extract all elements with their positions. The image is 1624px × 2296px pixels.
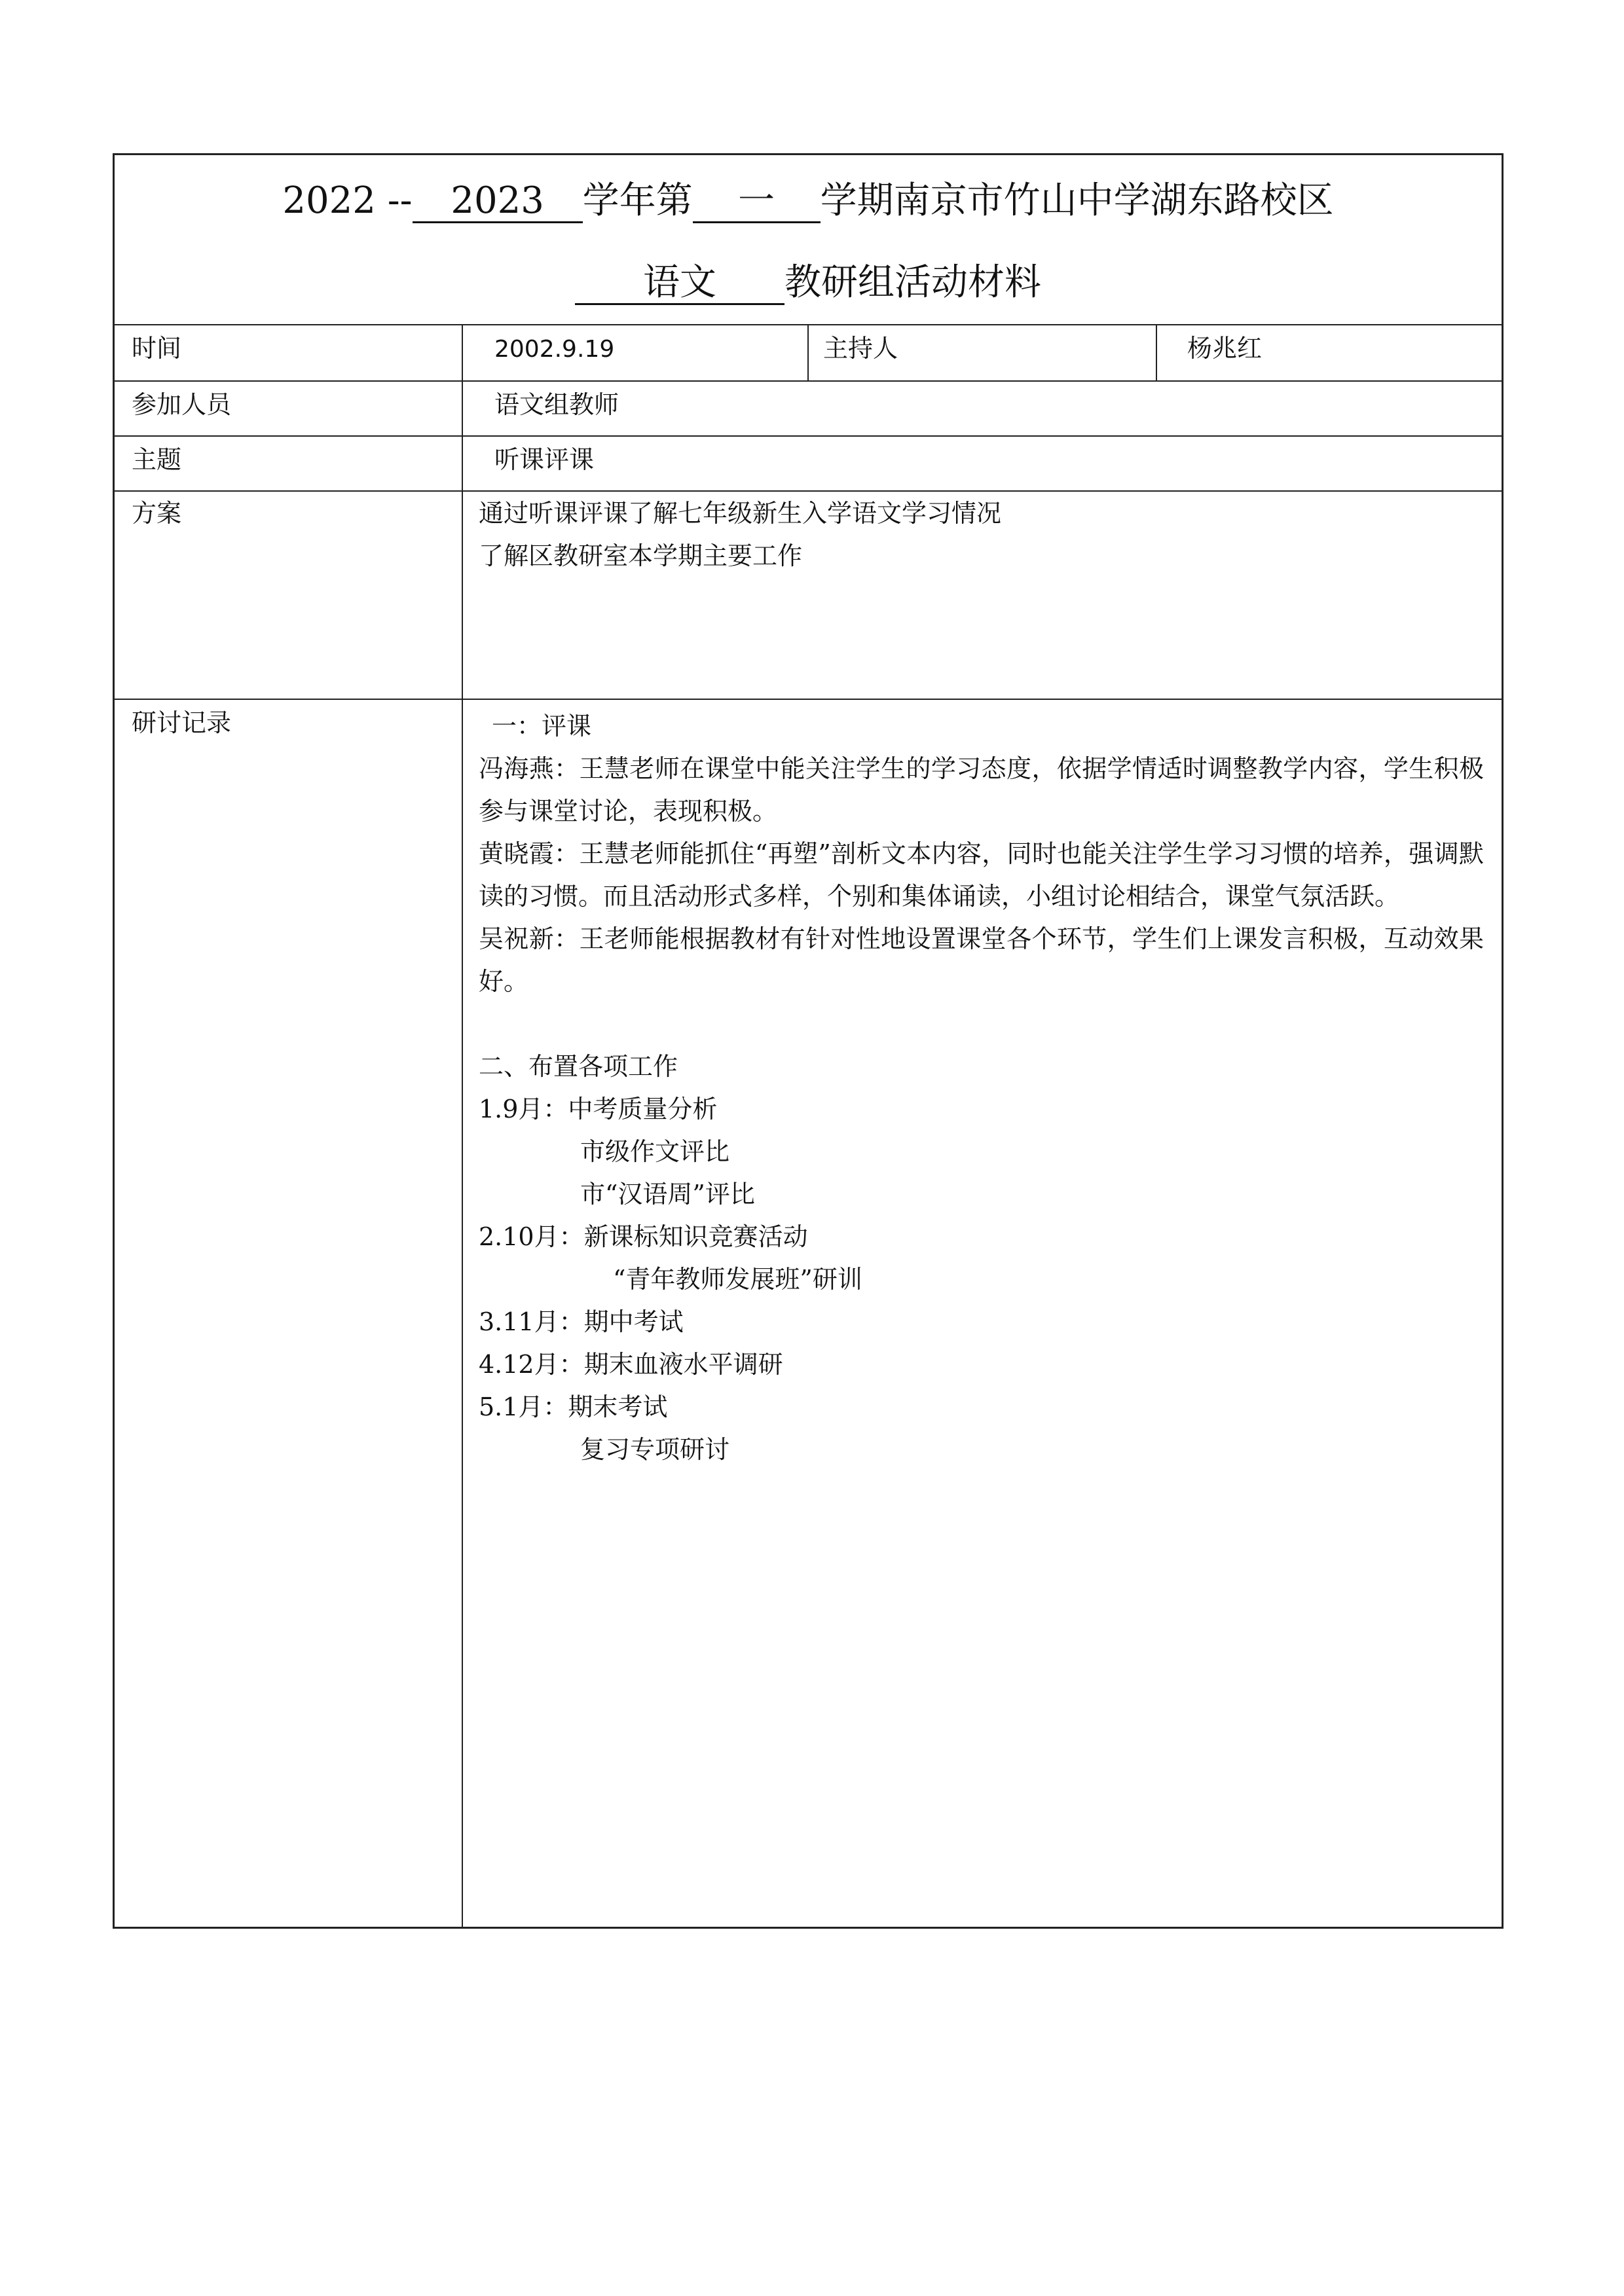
host-value: 杨兆红 [1187,334,1263,363]
subject-blank [575,263,784,305]
row-divider [115,435,1502,437]
row-divider [115,380,1502,382]
column-divider [807,324,809,380]
year-start: 2022 -- [282,179,413,222]
task-item: 1.9月：中考质量分析 [479,1095,718,1123]
task-item: 2.10月：新课标知识竞赛活动 [479,1222,808,1251]
term: 一 [738,179,775,222]
topic-label: 主题 [132,445,182,474]
time-label: 时间 [132,334,182,363]
comment-paragraph: 黄晓霞：王慧老师能抓住“再塑”剖析文本内容，同时也能关注学生学习习惯的培养，强调默读的习惯。而且活动形式多样，个别和集体诵读，小组讨论相结合，课堂气氛活跃。 [479,839,1484,911]
column-divider [462,324,463,1929]
section-title-tasks: 二、布置各项工作 [479,1052,678,1081]
plan-line: 了解区教研室本学期主要工作 [479,541,803,570]
record-label: 研讨记录 [132,708,232,737]
task-item: 3.11月：期中考试 [479,1307,684,1336]
topic-value: 听课评课 [494,445,595,474]
participants-label: 参加人员 [132,390,232,419]
year-end: 2023 [451,179,544,222]
task-item: 复习专项研讨 [580,1435,730,1464]
task-item: 4.12月：期末血液水平调研 [479,1350,783,1379]
doc-title: 教研组活动材料 [784,261,1041,304]
row-divider [115,699,1502,700]
host-label: 主持人 [823,334,898,363]
row-divider [115,490,1502,492]
plan-line: 通过听课评课了解七年级新生入学语文学习情况 [479,499,1002,528]
title-line-2 [115,257,1502,309]
participants-value: 语文组教师 [494,390,619,419]
year-suffix: 学年第 [582,179,693,222]
spacer [479,1003,1484,1046]
subject: 语文 [643,261,716,304]
column-divider [1156,324,1157,380]
task-item: “青年教师发展班”研训 [613,1265,862,1294]
activity-record-table [113,153,1504,1929]
time-value: 2002.9.19 [494,336,615,363]
plan-label: 方案 [132,499,182,528]
section-title-review: 一：评课 [492,712,592,740]
year-end-blank [413,181,583,223]
task-item: 5.1月：期末考试 [479,1393,668,1421]
task-item: 市级作文评比 [580,1137,730,1166]
comment-paragraph: 吴祝新：王老师能根据教材有针对性地设置课堂各个环节，学生们上课发言积极，互动效果好。 [479,924,1484,996]
task-item: 市“汉语周”评比 [580,1180,755,1209]
title-line-1 [115,175,1502,227]
record-content [479,705,1484,1471]
school-name: 学期南京市竹山中学湖东路校区 [820,179,1334,222]
comment-paragraph: 冯海燕：王慧老师在课堂中能关注学生的学习态度，依据学情适时调整教学内容，学生积极参与课堂讨论，表现积极。 [479,754,1484,826]
term-blank [693,181,821,223]
